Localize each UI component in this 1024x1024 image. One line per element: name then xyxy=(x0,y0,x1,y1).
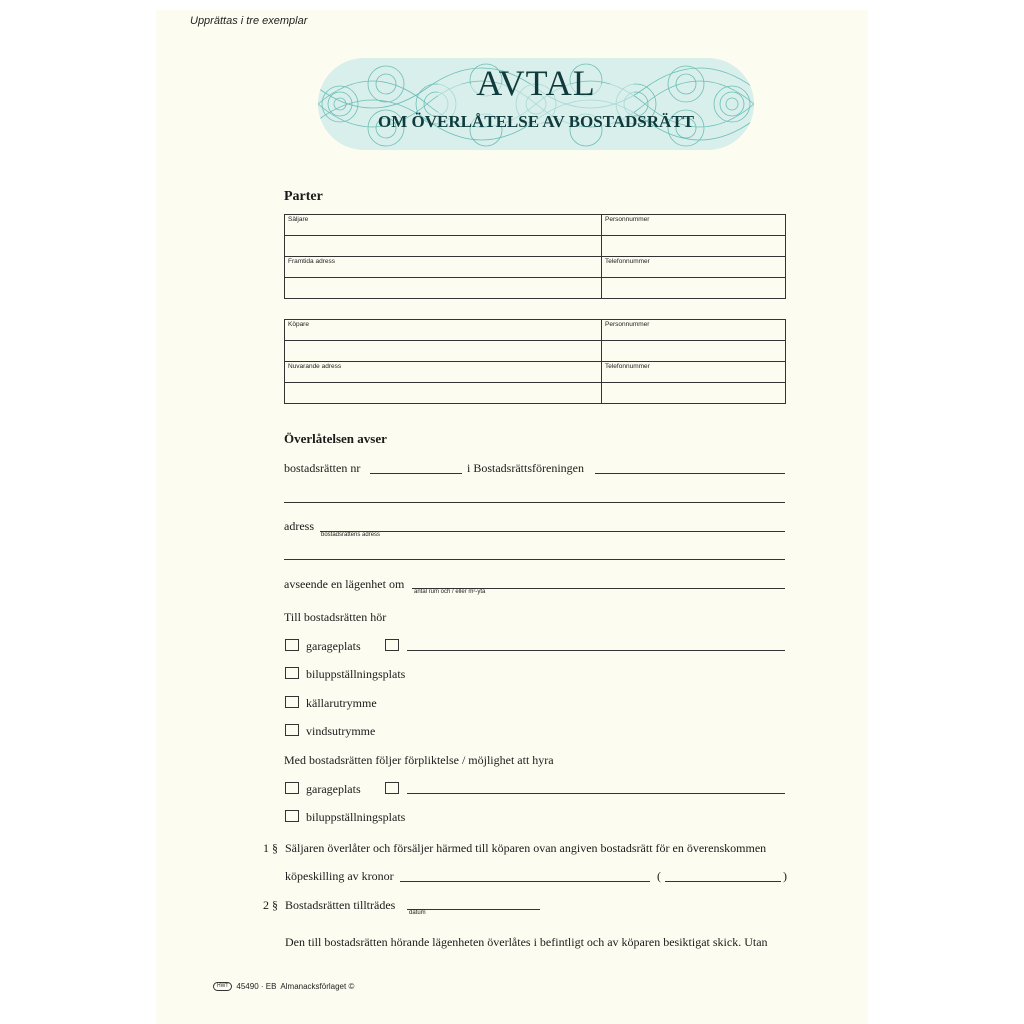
adress-field-line2[interactable] xyxy=(284,559,785,560)
buyer-row-address-labels xyxy=(285,362,785,383)
foljer-bil-checkbox[interactable] xyxy=(285,810,299,822)
price-paren-close: ) xyxy=(783,869,787,883)
copies-note: Upprättas i tre exemplar xyxy=(190,15,308,27)
buyer-name-field[interactable] xyxy=(285,341,785,362)
forening-label: i Bostadsrättsföreningen xyxy=(467,461,584,475)
lagenhet-label: avseende en lägenhet om xyxy=(284,577,405,591)
forening-field[interactable] xyxy=(595,473,785,474)
parter-heading: Parter xyxy=(284,189,323,204)
seller-name-field[interactable] xyxy=(285,236,785,257)
tillhor-vind-label: vindsutrymme xyxy=(306,724,376,738)
publisher-name: Almanacksförlaget © xyxy=(280,982,355,991)
adress-label: adress xyxy=(284,519,314,533)
adress-hint: bostadsrättens adress xyxy=(321,532,381,538)
buyer-phone-label: Telefonnummer xyxy=(605,363,650,370)
seller-address-label: Framtida adress xyxy=(288,258,335,265)
p2-number: 2 § xyxy=(263,898,278,912)
buyer-row-labels xyxy=(285,320,785,341)
forening-field-line2[interactable] xyxy=(284,502,785,503)
buyer-table xyxy=(284,319,786,404)
tillhor-kallare-checkbox[interactable] xyxy=(285,696,299,708)
tillhor-garageplats-checkbox[interactable] xyxy=(285,639,299,651)
foljer-other-field[interactable] xyxy=(407,793,785,794)
price-paren-open: ( xyxy=(657,869,661,883)
buyer-address-label: Nuvarande adress xyxy=(288,363,342,370)
p1-text: Säljaren överlåter och försäljer härmed till köparen ovan angiven bostadsrätt för en överenskommen xyxy=(285,841,767,855)
publisher-logo: HWT xyxy=(213,982,232,991)
tilltrade-date-field[interactable] xyxy=(407,909,540,910)
document-title: AVTAL xyxy=(476,63,596,103)
foljer-garageplats-checkbox[interactable] xyxy=(285,782,299,794)
p1-number: 1 § xyxy=(263,841,278,855)
tillhor-vind-checkbox[interactable] xyxy=(285,724,299,736)
tilltrade-date-hint: datum xyxy=(409,910,426,916)
buyer-address-field[interactable] xyxy=(285,383,785,405)
seller-row-address-labels xyxy=(285,257,785,278)
seller-name-label: Säljare xyxy=(288,216,309,223)
foljer-other-checkbox[interactable] xyxy=(385,782,399,794)
seller-row-labels xyxy=(285,215,785,236)
overlatelsen-heading: Överlåtelsen avser xyxy=(284,431,387,446)
seller-phone-label: Telefonnummer xyxy=(605,258,650,265)
document-page xyxy=(156,10,868,1024)
price-field[interactable] xyxy=(400,881,650,882)
foljer-label: Med bostadsrätten följer förpliktelse / möjlighet att hyra xyxy=(284,753,554,767)
nr-label: bostadsrätten nr xyxy=(284,461,361,475)
document-subtitle: OM ÖVERLÅTELSE AV BOSTADSRÄTT xyxy=(377,112,694,131)
price-label: köpeskilling av kronor xyxy=(285,869,394,883)
nr-field[interactable] xyxy=(370,473,462,474)
p2-text: Bostadsrätten tillträdes xyxy=(285,898,396,912)
tillhor-label: Till bostadsrätten hör xyxy=(284,610,387,624)
form-code: 45490 · EB xyxy=(236,982,277,991)
foljer-garageplats-label: garageplats xyxy=(306,782,361,796)
tillhor-bil-checkbox[interactable] xyxy=(285,667,299,679)
buyer-pnr-label: Personnummer xyxy=(605,321,650,328)
seller-pnr-label: Personnummer xyxy=(605,216,650,223)
lagenhet-hint: antal rum och / eller m²-yta xyxy=(414,589,486,595)
tillhor-other-checkbox[interactable] xyxy=(385,639,399,651)
seller-table xyxy=(284,214,786,299)
buyer-name-label: Köpare xyxy=(288,321,309,328)
tillhor-other-field[interactable] xyxy=(407,650,785,651)
tillhor-bil-label: biluppställningsplats xyxy=(306,667,406,681)
adress-field[interactable] xyxy=(320,531,785,532)
tillhor-garageplats-label: garageplats xyxy=(306,639,361,653)
seller-address-field[interactable] xyxy=(285,278,785,300)
tillhor-kallare-label: källarutrymme xyxy=(306,696,377,710)
foljer-bil-label: biluppställningsplats xyxy=(306,810,406,824)
price-words-field[interactable] xyxy=(665,881,781,882)
footer xyxy=(213,982,354,991)
p2-continuation: Den till bostadsrätten hörande lägenheten överlåtes i befintligt och av köparen besiktigat skick. Utan xyxy=(285,935,768,949)
